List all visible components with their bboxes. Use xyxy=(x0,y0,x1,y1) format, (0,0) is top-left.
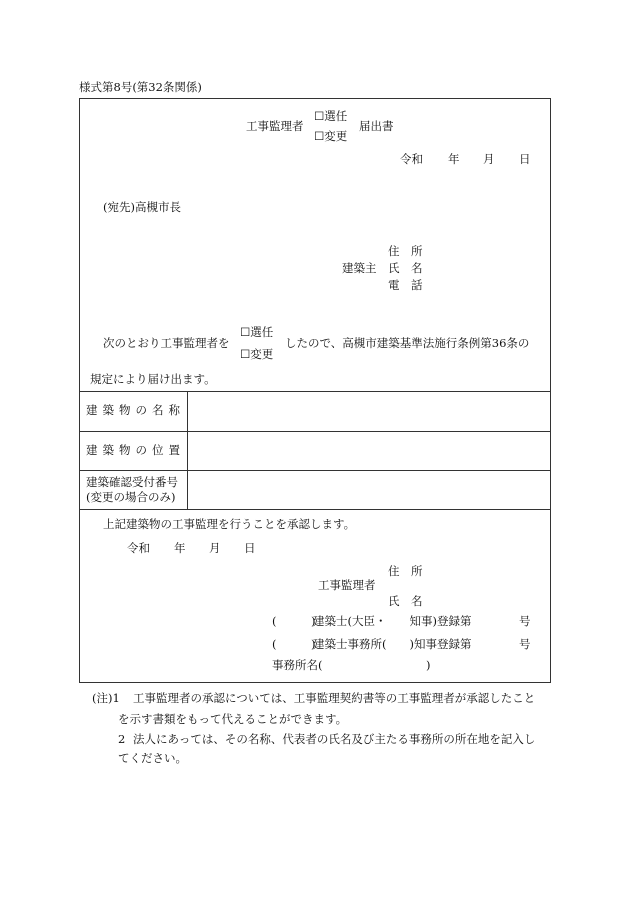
consent-date-year: 年 xyxy=(174,541,186,555)
row-divider xyxy=(79,391,551,392)
note1-line1: 工事監理者の承認については、工事監理契約書等の工事監理者が承認したこと xyxy=(133,691,536,705)
date-era: 令和 xyxy=(400,152,423,166)
owner-name-label: 氏 名 xyxy=(388,261,423,275)
title-option-change[interactable]: ☐変更 xyxy=(314,129,348,143)
field-confirmation-number[interactable] xyxy=(189,472,549,507)
note2-line2: てください。 xyxy=(118,751,187,765)
consent-date-day: 日 xyxy=(244,541,256,555)
body-option-select[interactable]: ☐選任 xyxy=(240,325,274,339)
field-building-name[interactable] xyxy=(189,393,549,429)
body-text-a: 次のとおり工事監理者を xyxy=(103,336,230,350)
note1-line2: を示す書類をもって代えることができます。 xyxy=(118,712,348,726)
office-name: 事務所名( ) xyxy=(272,658,431,672)
body-option-change[interactable]: ☐変更 xyxy=(240,347,274,361)
office-registration-end: 号 xyxy=(519,637,531,651)
owner-label: 建築主 xyxy=(342,261,377,275)
field-building-location[interactable] xyxy=(189,433,549,468)
row-divider xyxy=(79,509,551,510)
supervisor-address-label: 住 所 xyxy=(388,564,423,578)
supervisor-name-label: 氏 名 xyxy=(388,594,423,608)
body-text-b: したので、高槻市建築基準法施行条例第36条の xyxy=(285,336,530,350)
addressee: (宛先)高槻市長 xyxy=(103,200,181,214)
architect-type-paren: ( ) xyxy=(272,614,316,628)
owner-address-label: 住 所 xyxy=(388,244,423,258)
body-text-c: 規定により届け出ます。 xyxy=(90,372,216,386)
architect-registration-text: 建築士(大臣・ 知事)登録第 xyxy=(313,614,472,628)
date-year: 年 xyxy=(448,152,460,166)
consent-date-month: 月 xyxy=(209,541,221,555)
date-month: 月 xyxy=(483,152,495,166)
title-suffix: 届出書 xyxy=(359,119,394,133)
column-divider xyxy=(187,391,188,509)
notes-marker: (注)1 xyxy=(92,691,120,705)
title-option-select[interactable]: ☐選任 xyxy=(314,109,348,123)
date-day: 日 xyxy=(519,152,531,166)
row-label-building-name: 建築物の名称 xyxy=(86,403,185,417)
title-prefix: 工事監理者 xyxy=(246,119,304,133)
office-type-paren: ( ) xyxy=(272,637,316,651)
note2-line1: 法人にあっては、その名称、代表者の氏名及び主たる事務所の所在地を記入し xyxy=(133,732,536,746)
note2-number: 2 xyxy=(118,732,126,746)
row-label-confirmation-note: (変更の場合のみ) xyxy=(86,490,176,504)
owner-phone-label: 電 話 xyxy=(388,278,423,292)
office-registration-text: 建築士事務所( )知事登録第 xyxy=(313,637,472,651)
row-label-building-location: 建築物の位置 xyxy=(86,443,185,457)
supervisor-label: 工事監理者 xyxy=(318,578,376,592)
form-number-label: 様式第8号(第32条関係) xyxy=(79,80,202,94)
row-label-confirmation-number: 建築確認受付番号 xyxy=(86,475,178,489)
row-divider xyxy=(79,431,551,432)
architect-registration-end: 号 xyxy=(519,614,531,628)
row-divider xyxy=(79,470,551,471)
consent-text: 上記建築物の工事監理を行うことを承認します。 xyxy=(103,517,356,531)
consent-date-era: 令和 xyxy=(127,541,150,555)
